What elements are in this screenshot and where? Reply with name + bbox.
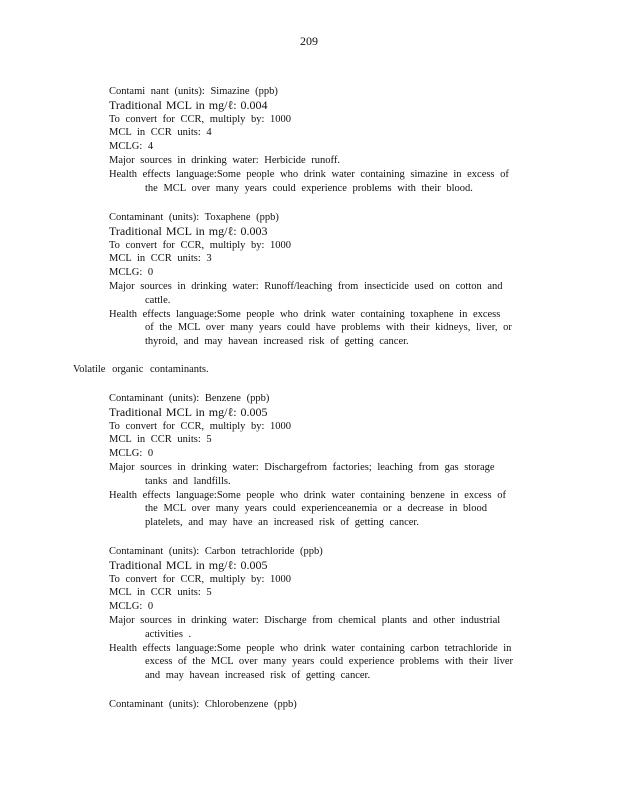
- contaminant-entry-benzene: [109, 392, 549, 530]
- health-effects-continued: excess of the MCL over many years could experience problems with their liver: [145, 656, 514, 668]
- convert-multiplier: To convert for CCR, multiply by: 1000: [109, 573, 292, 585]
- traditional-mcl: Traditional MCL in mg/ℓ: 0.003: [109, 223, 268, 238]
- convert-multiplier: To convert for CCR, multiply by: 1000: [109, 420, 292, 432]
- major-sources: Major sources in drinking water: Runoff/leaching from insecticide used on cotton and: [109, 280, 503, 292]
- mclg: MCLG: 4: [109, 141, 154, 153]
- health-effects-continued: the MCL over many years could experienceanemia or a decrease in blood: [145, 503, 487, 515]
- mcl-ccr-units: MCL in CCR units: 3: [109, 253, 212, 265]
- health-effects-continued: and may havean increased risk of getting cancer.: [145, 670, 371, 682]
- mclg: MCLG: 0: [109, 267, 154, 279]
- contaminant-entry-chlorobenzene: [109, 698, 549, 712]
- mclg: MCLG: 0: [109, 448, 154, 460]
- traditional-mcl: Traditional MCL in mg/ℓ: 0.004: [109, 97, 268, 112]
- mcl-ccr-units: MCL in CCR units: 5: [109, 434, 212, 446]
- health-effects: Health effects language:Some people who drink water containing toxaphene in excess: [109, 308, 501, 320]
- traditional-mcl: Traditional MCL in mg/ℓ: 0.005: [109, 404, 268, 419]
- mcl-ccr-units: MCL in CCR units: 4: [109, 127, 212, 139]
- contaminant-name: Contaminant (units): Benzene (ppb): [109, 393, 270, 404]
- health-effects: Health effects language:Some people who drink water containing benzene in excess of: [109, 489, 506, 501]
- page-number: 209: [300, 34, 318, 48]
- health-effects-continued: thyroid, and may havean increased risk of getting cancer.: [145, 336, 409, 348]
- major-sources: Major sources in drinking water: Discharge from chemical plants and other industrial: [109, 614, 501, 626]
- convert-multiplier: To convert for CCR, multiply by: 1000: [109, 239, 292, 251]
- major-sources-continued: tanks and landfills.: [145, 475, 231, 487]
- health-effects-continued: the MCL over many years could experience problems with their blood.: [145, 182, 473, 194]
- mclg: MCLG: 0: [109, 601, 154, 613]
- contaminant-entry-carbon-tetrachloride: [109, 545, 549, 683]
- health-effects-continued: platelets, and may have an increased risk of getting cancer.: [145, 517, 419, 529]
- contaminant-name: Contaminant (units): Toxaphene (ppb): [109, 212, 279, 223]
- contaminant-entry-toxaphene: [109, 211, 549, 349]
- health-effects-continued: of the MCL over many years could have problems with their kidneys, liver, or: [145, 322, 512, 334]
- convert-multiplier: To convert for CCR, multiply by: 1000: [109, 113, 292, 125]
- health-effects: Health effects language:Some people who drink water containing carbon tetrachloride in: [109, 642, 512, 654]
- contaminant-entry-simazine: [109, 85, 549, 195]
- contaminant-name: Contaminant (units): Carbon tetrachloride (ppb): [109, 546, 323, 557]
- health-effects: Health effects language:Some people who drink water containing simazine in excess of: [109, 168, 509, 180]
- traditional-mcl: Traditional MCL in mg/ℓ: 0.005: [109, 557, 268, 572]
- section-heading-volatile-organic: Volatile organic contaminants.: [73, 364, 209, 375]
- mcl-ccr-units: MCL in CCR units: 5: [109, 587, 212, 599]
- contaminant-name: Contaminant (units): Chlorobenzene (ppb): [109, 699, 297, 710]
- major-sources: Major sources in drinking water: Herbicide runoff.: [109, 154, 340, 166]
- major-sources: Major sources in drinking water: Dischargefrom factories; leaching from gas storage: [109, 461, 495, 473]
- major-sources-continued: activities .: [145, 628, 192, 640]
- major-sources-continued: cattle.: [145, 294, 171, 306]
- contaminant-name: Contami nant (units): Simazine (ppb): [109, 86, 278, 97]
